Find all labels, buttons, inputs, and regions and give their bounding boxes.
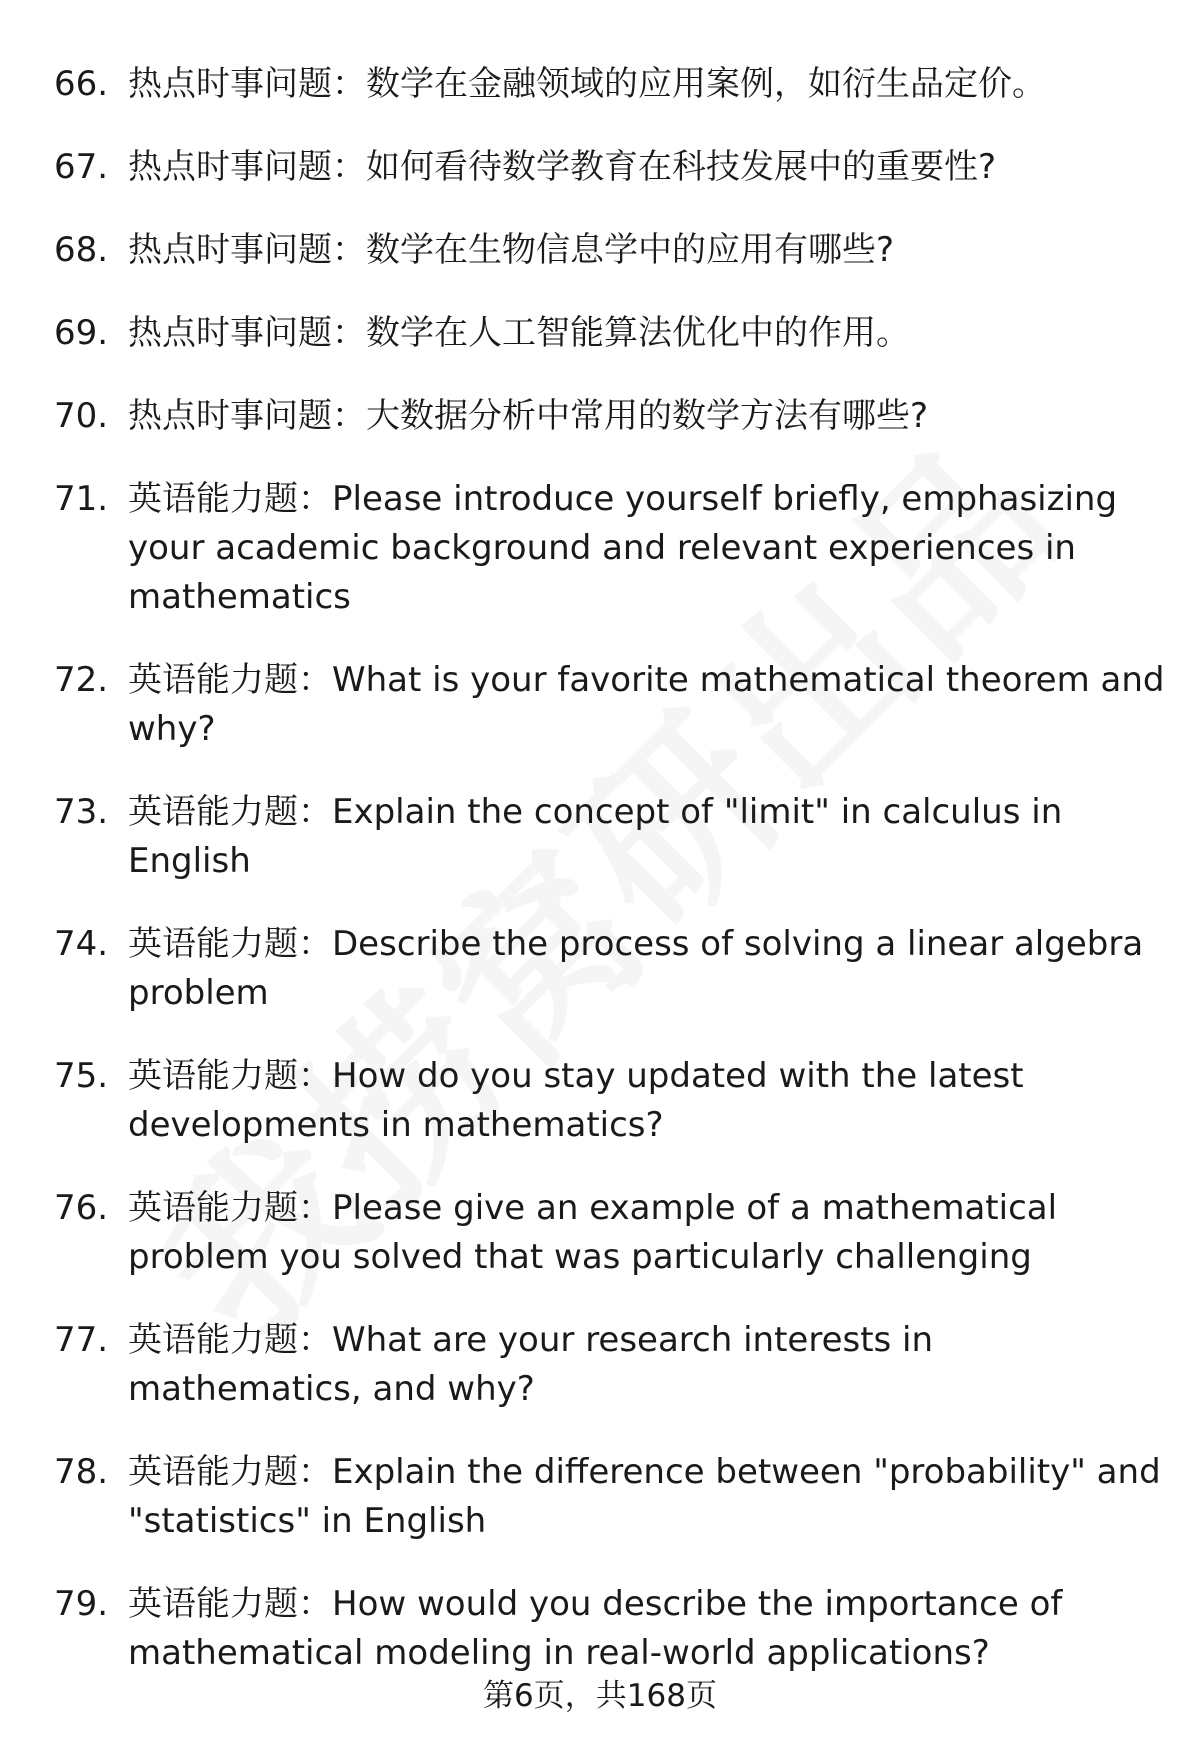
question-category: 热点时事问题：	[128, 147, 366, 187]
question-number: 78.	[54, 1452, 109, 1492]
question-text: What are your research interests in mathematics, and why?	[128, 1320, 934, 1409]
question-category: 英语能力题：	[128, 1056, 332, 1096]
question-text: 如何看待数学教育在科技发展中的重要性?	[366, 147, 997, 187]
question-number: 71.	[54, 479, 109, 519]
question-category: 热点时事问题：	[128, 313, 366, 353]
question-number: 79.	[54, 1584, 109, 1624]
question-body	[128, 1184, 1168, 1282]
question-number: 69.	[54, 313, 109, 353]
question-body	[128, 1052, 1168, 1150]
question-text: Please introduce yourself briefly, emphasizing your academic background and relevant experiences in mathematics	[128, 479, 1118, 617]
question-text: How do you stay updated with the latest developments in mathematics?	[128, 1056, 1024, 1145]
question-category: 英语能力题：	[128, 792, 332, 832]
question-text: Please give an example of a mathematical problem you solved that was particularly challenging	[128, 1188, 1058, 1277]
question-number: 72.	[54, 660, 109, 700]
question-text: 大数据分析中常用的数学方法有哪些?	[366, 396, 929, 436]
question-text: 数学在金融领域的应用案例，如衍生品定价。	[366, 64, 1046, 104]
question-category: 热点时事问题：	[128, 64, 366, 104]
question-text: 数学在生物信息学中的应用有哪些?	[366, 230, 895, 270]
question-text: 数学在人工智能算法优化中的作用。	[366, 313, 910, 353]
question-category: 英语能力题：	[128, 1320, 332, 1360]
question-category: 英语能力题：	[128, 924, 332, 964]
question-number: 75.	[54, 1056, 109, 1096]
question-category: 热点时事问题：	[128, 396, 366, 436]
question-category: 英语能力题：	[128, 1584, 332, 1624]
question-number: 68.	[54, 230, 109, 270]
question-category: 英语能力题：	[128, 1188, 332, 1228]
question-category: 英语能力题：	[128, 1452, 332, 1492]
question-body	[128, 1316, 1168, 1414]
question-number: 70.	[54, 396, 109, 436]
question-category: 英语能力题：	[128, 479, 332, 519]
question-number: 67.	[54, 147, 109, 187]
question-body	[128, 920, 1168, 1018]
question-body	[128, 60, 1168, 109]
question-body	[128, 392, 1168, 441]
question-body	[128, 1448, 1168, 1546]
question-number: 77.	[54, 1320, 109, 1360]
question-body	[128, 656, 1168, 754]
question-category: 英语能力题：	[128, 660, 332, 700]
question-number: 74.	[54, 924, 109, 964]
question-body	[128, 788, 1168, 886]
question-text: Explain the concept of "limit" in calculus in English	[128, 792, 1063, 881]
question-text: Describe the process of solving a linear algebra problem	[128, 924, 1144, 1013]
question-number: 66.	[54, 64, 109, 104]
page-number-footer: 第6页，共168页	[483, 1678, 717, 1714]
question-body	[128, 226, 1168, 275]
question-text: How would you describe the importance of mathematical modeling in real-world applications?	[128, 1584, 1063, 1673]
question-text: What is your favorite mathematical theorem and why?	[128, 660, 1165, 749]
question-category: 热点时事问题：	[128, 230, 366, 270]
question-number: 76.	[54, 1188, 109, 1228]
question-body	[128, 309, 1168, 358]
question-number: 73.	[54, 792, 109, 832]
question-body	[128, 1580, 1168, 1678]
question-body	[128, 143, 1168, 192]
question-body	[128, 475, 1168, 622]
question-text: Explain the difference between "probability" and "statistics" in English	[128, 1452, 1161, 1541]
